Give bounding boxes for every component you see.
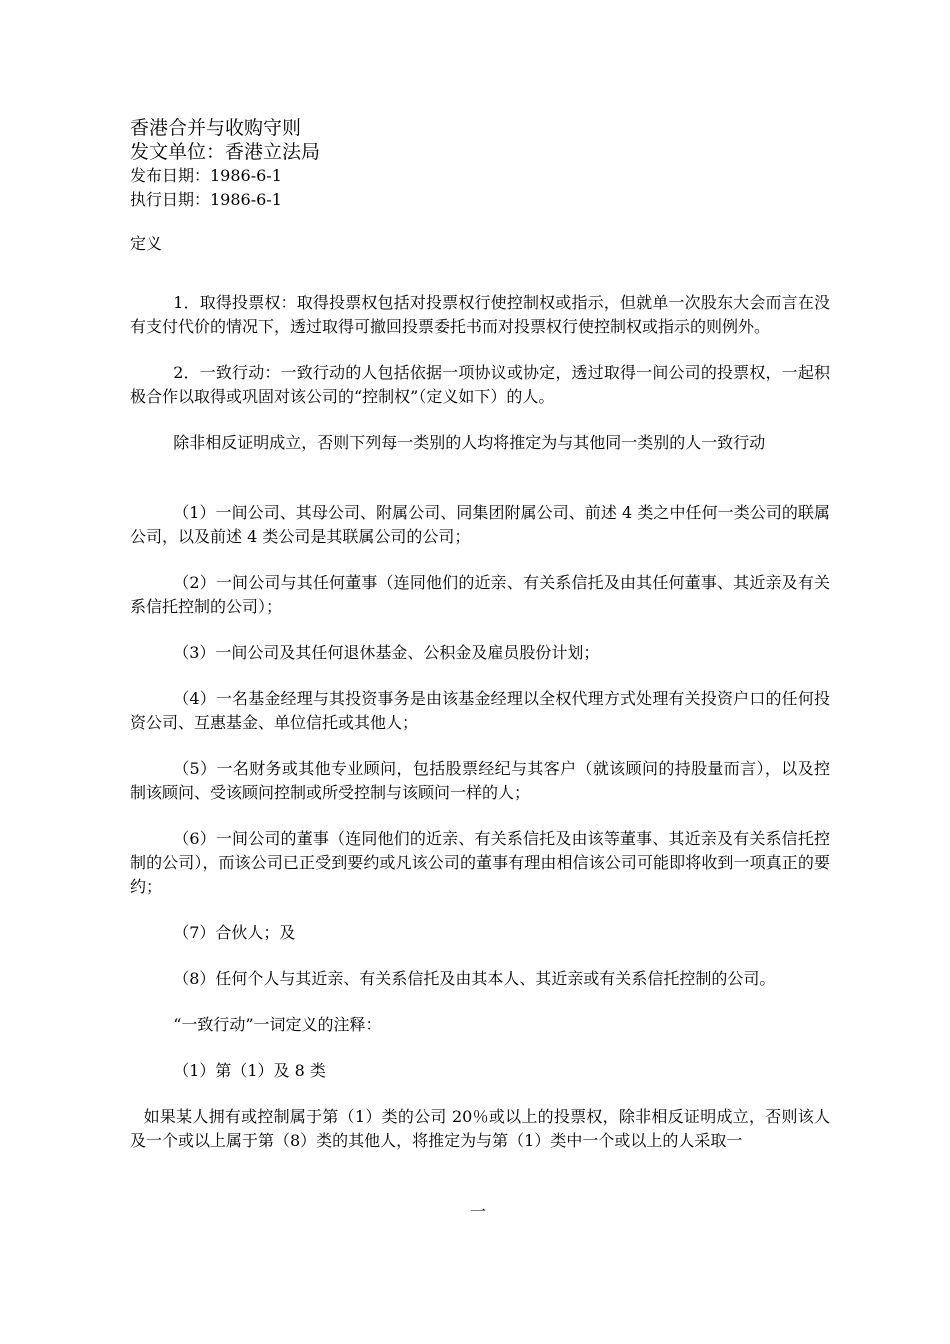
page-footer-mark: 一 <box>470 1202 487 1221</box>
publish-date: 发布日期：1986-6-1 <box>130 166 282 185</box>
document-title: 香港合并与收购守则 <box>130 117 302 139</box>
document-body <box>130 232 830 1153</box>
paragraph-class-6: （6）一间公司的董事（连同他们的近亲、有关系信托及由该等董事、其近亲及有关系信托控制的公司），而该公司已正受到要约或凡该公司的董事有理由相信该公司可能即将收到一项真正的要约； <box>130 829 830 896</box>
paragraph-note-1-heading: （1）第（1）及 8 类 <box>173 1061 326 1080</box>
effective-date: 执行日期：1986-6-1 <box>130 190 282 209</box>
paragraph-class-3: （3）一间公司及其任何退休基金、公积金及雇员股份计划； <box>173 643 600 662</box>
paragraph-acting-in-concert: 2．一致行动：一致行动的人包括依据一项协议或协定，透过取得一间公司的投票权，一起积极合作以取得或巩固对该公司的“控制权”（定义如下）的人。 <box>130 363 830 406</box>
paragraph-class-8: （8）任何个人与其近亲、有关系信托及由其本人、其近亲或有关系信托控制的公司。 <box>173 969 776 988</box>
paragraph-notes-heading: “一致行动”一词定义的注释： <box>173 1015 382 1034</box>
paragraph-class-7: （7）合伙人；及 <box>173 923 296 942</box>
issuer-line: 发文单位：香港立法局 <box>130 141 321 163</box>
paragraph-presumption: 除非相反证明成立，否则下列每一类别的人均将推定为与其他同一类别的人一致行动 <box>173 433 766 452</box>
paragraph-class-1: （1）一间公司、其母公司、附属公司、同集团附属公司、前述 4 类之中任何一类公司的联属公司，以及前述 4 类公司是其联属公司的公司； <box>130 503 830 546</box>
section-heading: 定义 <box>130 234 163 253</box>
paragraph-class-4: （4）一名基金经理与其投资事务是由该基金经理以全权代理方式处理有关投资户口的任何投资公司、互惠基金、单位信托或其他人； <box>130 689 830 732</box>
paragraph-acquiring-voting-rights: 1．取得投票权：取得投票权包括对投票权行使控制权或指示，但就单一次股东大会而言在没有支付代价的情况下，透过取得可撤回投票委托书而对投票权行使控制权或指示的则例外。 <box>130 293 830 336</box>
document-header <box>130 116 830 212</box>
paragraph-class-5: （5）一名财务或其他专业顾问，包括股票经纪与其客户（就该顾问的持股量而言），以及控制该顾问、受该顾问控制或所受控制与该顾问一样的人； <box>130 759 830 802</box>
paragraph-note-1-body: 如果某人拥有或控制属于第（1）类的公司 20％或以上的投票权，除非相反证明成立，否则该人及一个或以上属于第（8）类的其他人，将推定为与第（1）类中一个或以上的人采取一 <box>130 1107 830 1150</box>
paragraph-class-2: （2）一间公司与其任何董事（连同他们的近亲、有关系信托及由其任何董事、其近亲及有关系信托控制的公司）； <box>130 573 830 616</box>
